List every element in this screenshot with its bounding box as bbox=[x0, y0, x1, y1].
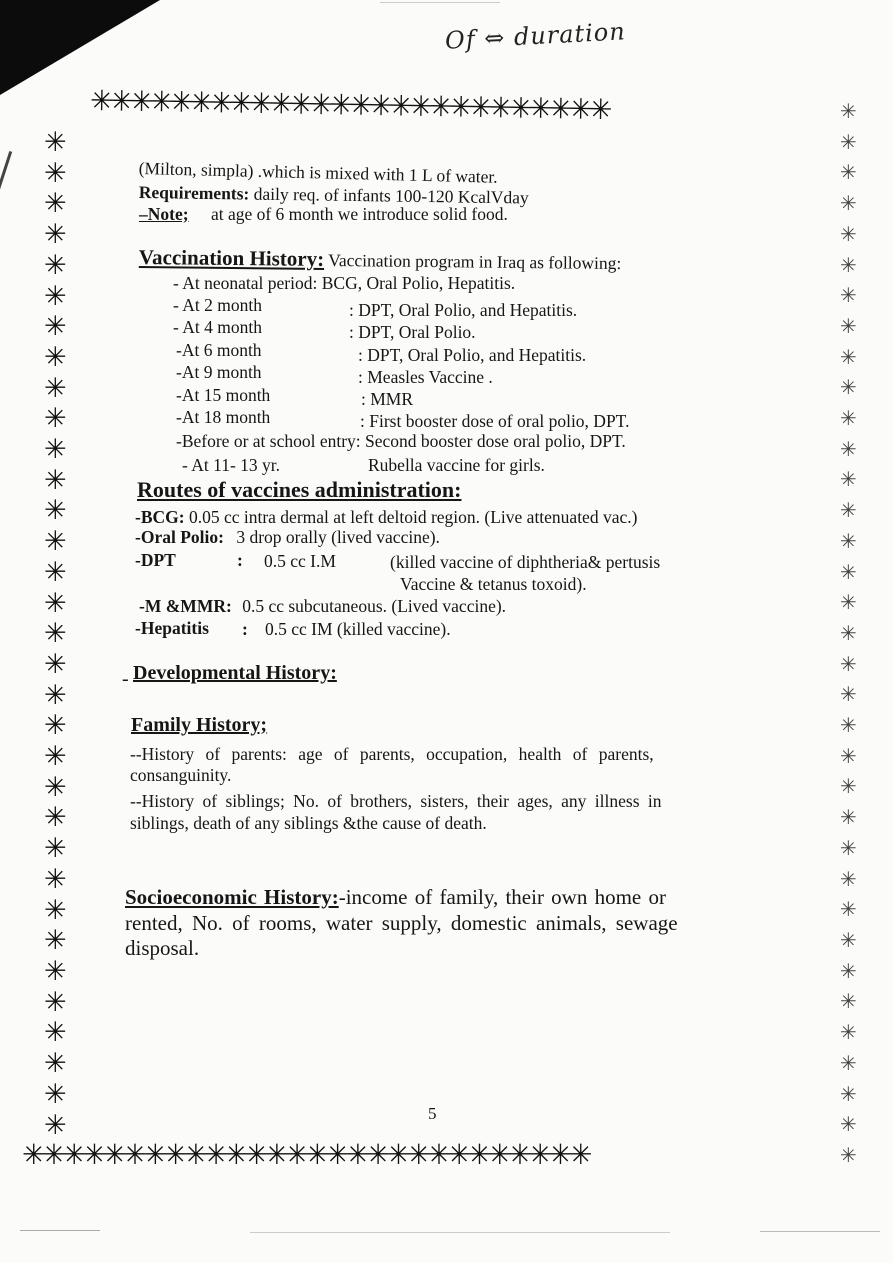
schedule-vaccines: : DPT, Oral Polio, and Hepatitis. bbox=[358, 345, 587, 365]
route-detail: 0.5 cc IM (killed vaccine). bbox=[265, 619, 451, 639]
vaccination-intro: Vaccination program in Iraq as following: bbox=[328, 249, 622, 274]
route-detail: 0.5 cc subcutaneous. (Lived vaccine). bbox=[242, 596, 507, 616]
family-paragraph-line: --History of parents: age of parents, occupation, health of parents, bbox=[130, 744, 654, 764]
handwritten-note: Of ⇔ duration bbox=[444, 17, 627, 55]
schedule-age: -At 18 month bbox=[176, 407, 271, 427]
schedule-row bbox=[173, 295, 262, 316]
border-bottom: ✳✳✳✳✳✳✳✳✳✳✳✳✳✳✳✳✳✳✳✳✳✳✳✳✳✳✳✳ bbox=[22, 1138, 590, 1171]
route-name: -BCG: bbox=[135, 507, 185, 527]
schedule-row bbox=[176, 340, 262, 361]
schedule-age: -At 15 month bbox=[176, 385, 271, 405]
schedule-age: -Before or at school entry: bbox=[176, 431, 361, 451]
schedule-age: -At 6 month bbox=[176, 340, 262, 360]
schedule-age: - At 2 month bbox=[173, 295, 262, 315]
border-top: ✳✳✳✳✳✳✳✳✳✳✳✳✳✳✳✳✳✳✳✳✳✳✳✳✳✳ bbox=[89, 84, 610, 127]
page-number: 5 bbox=[428, 1104, 437, 1123]
scan-fold-mark bbox=[0, 151, 12, 209]
route-item bbox=[135, 527, 440, 548]
vaccination-heading: Vaccination History: bbox=[138, 245, 325, 271]
folded-corner bbox=[0, 0, 160, 95]
route-name: -M &MMR: bbox=[139, 596, 232, 616]
route-detail: 0.05 cc intra dermal at left deltoid region. (Live attenuated vac.) bbox=[188, 507, 638, 527]
route-name: -Hepatitis bbox=[135, 618, 209, 638]
note-text: at age of 6 month we introduce solid food. bbox=[210, 204, 508, 224]
schedule-row bbox=[176, 431, 626, 452]
developmental-heading: Developmental History: bbox=[133, 662, 337, 684]
route-item bbox=[135, 507, 637, 528]
schedule-vaccines: Second booster dose oral polio, DPT. bbox=[365, 431, 626, 451]
route-detail-continued: Vaccine & tetanus toxoid). bbox=[400, 574, 587, 594]
schedule-vaccines: : MMR bbox=[361, 389, 414, 409]
route-item bbox=[139, 596, 506, 617]
schedule-vaccines: BCG, Oral Polio, Hepatitis. bbox=[321, 273, 516, 293]
border-left: ✳ ✳ ✳ ✳ ✳ ✳ ✳ ✳ ✳ ✳ ✳ ✳ ✳ ✳ ✳ ✳ ✳ ✳ ✳ ✳ ✳ ✳ ✳ ✳ ✳ ✳ ✳ ✳ ✳ ✳ ✳ ✳ ✳ bbox=[44, 127, 67, 1141]
scan-artifact bbox=[250, 1232, 670, 1233]
bullet-dash: - bbox=[122, 668, 129, 690]
schedule-vaccines: : First booster dose of oral polio, DPT. bbox=[360, 411, 630, 431]
route-name: -DPT bbox=[135, 550, 176, 570]
route-name: -Oral Polio: bbox=[135, 527, 224, 547]
border-right: ✳ ✳ ✳ ✳ ✳ ✳ ✳ ✳ ✳ ✳ ✳ ✳ ✳ ✳ ✳ ✳ ✳ ✳ ✳ ✳ ✳ ✳ ✳ ✳ ✳ ✳ ✳ ✳ ✳ ✳ ✳ ✳ ✳ ✳ ✳ bbox=[840, 99, 857, 1167]
socioeconomic-text: -income of family, their own home or bbox=[338, 885, 667, 909]
scan-artifact bbox=[760, 1231, 880, 1232]
socioeconomic-line: disposal. bbox=[125, 936, 200, 960]
family-heading: Family History; bbox=[131, 714, 268, 736]
schedule-row bbox=[176, 407, 270, 428]
family-paragraph-line: --History of siblings; No. of brothers, sisters, their ages, any illness in bbox=[130, 791, 662, 811]
note-line bbox=[139, 204, 508, 225]
route-detail: 3 drop orally (lived vaccine). bbox=[236, 527, 440, 547]
route-colon: : bbox=[237, 550, 243, 570]
scan-artifact bbox=[20, 1230, 100, 1231]
requirements-label: Requirements: bbox=[138, 182, 250, 204]
schedule-row bbox=[176, 362, 262, 383]
schedule-row bbox=[176, 385, 270, 406]
socioeconomic-heading: Socioeconomic History: bbox=[125, 885, 339, 909]
schedule-vaccines: Rubella vaccine for girls. bbox=[368, 455, 545, 475]
schedule-row bbox=[182, 455, 280, 476]
schedule-vaccines: : DPT, Oral Polio, and Hepatitis. bbox=[349, 300, 578, 320]
intro-line: (Milton, simpla) .which is mixed with 1 L of water. bbox=[138, 158, 498, 187]
vaccination-heading-line bbox=[139, 245, 622, 275]
requirements-text: daily req. of infants 100-120 KcalVday bbox=[253, 183, 529, 208]
route-dose: 0.5 cc I.M bbox=[264, 551, 336, 571]
schedule-age: - At 11- 13 yr. bbox=[182, 455, 281, 475]
schedule-vaccines: : DPT, Oral Polio. bbox=[349, 322, 476, 342]
schedule-vaccines: : Measles Vaccine . bbox=[358, 367, 493, 387]
schedule-age: - At neonatal period: bbox=[173, 273, 318, 293]
route-colon: : bbox=[242, 619, 248, 639]
scan-artifact bbox=[380, 2, 500, 3]
route-detail: (killed vaccine of diphtheria& pertusis bbox=[390, 552, 661, 572]
schedule-row bbox=[173, 273, 515, 294]
family-paragraph-line: siblings, death of any siblings &the cause of death. bbox=[130, 813, 487, 833]
routes-heading: Routes of vaccines administration: bbox=[137, 477, 462, 502]
schedule-row bbox=[173, 317, 262, 338]
family-paragraph-line: consanguinity. bbox=[130, 765, 232, 785]
note-label: –Note; bbox=[139, 204, 189, 224]
socioeconomic-line: rented, No. of rooms, water supply, domestic animals, sewage bbox=[125, 911, 678, 935]
schedule-age: -At 9 month bbox=[176, 362, 262, 382]
socioeconomic-line bbox=[125, 885, 666, 910]
schedule-age: - At 4 month bbox=[173, 317, 262, 337]
